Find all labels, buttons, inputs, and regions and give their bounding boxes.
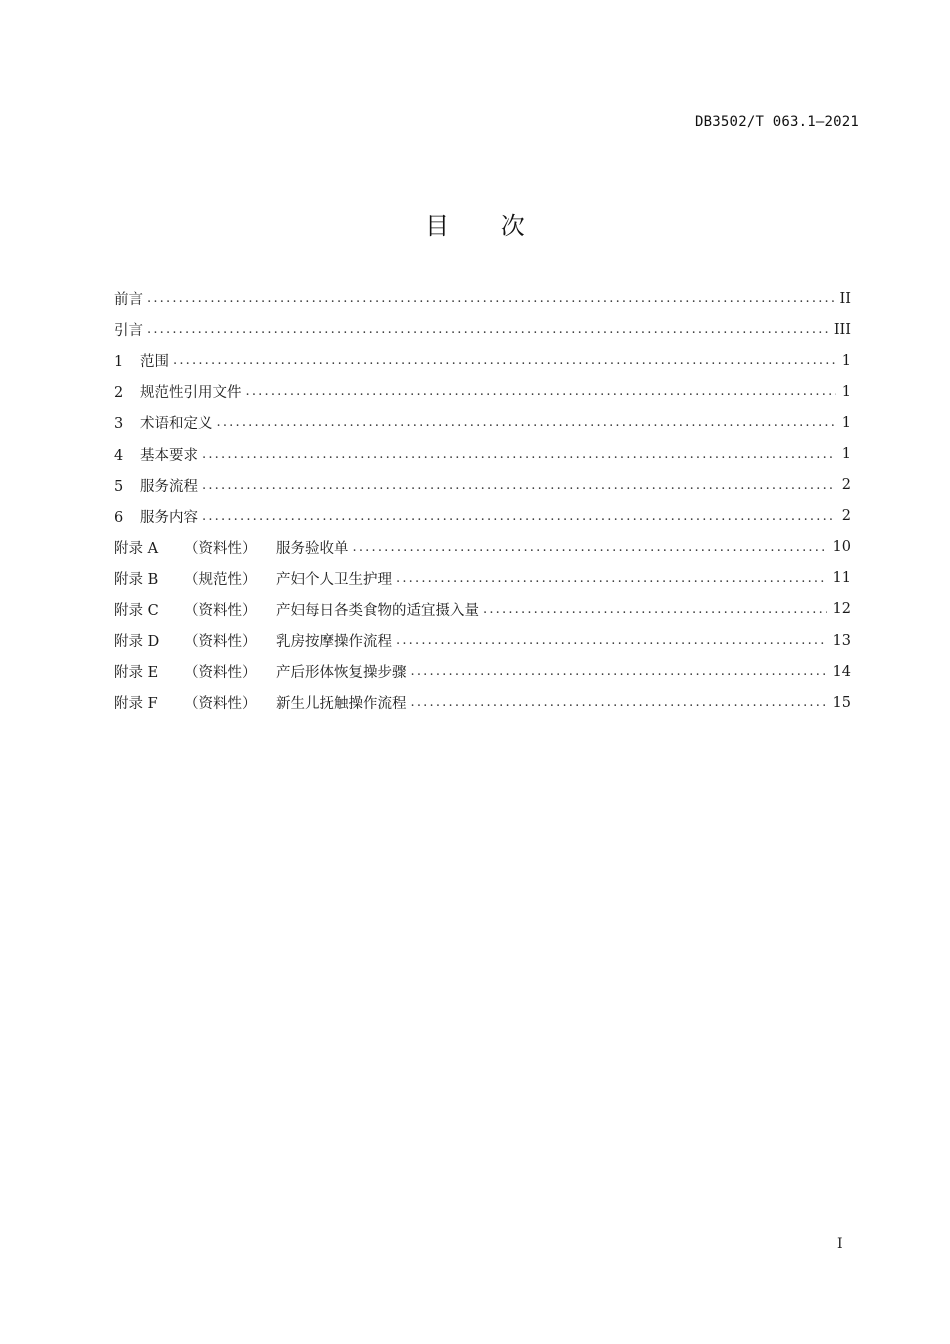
leader-dots	[202, 478, 836, 493]
toc-annex-label: 附录 E	[114, 665, 159, 682]
toc-entry-text: 规范性引用文件	[140, 385, 242, 402]
toc-entry-service-process[interactable]	[114, 470, 851, 501]
leader-dots	[173, 353, 836, 368]
leader-dots	[353, 540, 827, 555]
toc-entry-text: 产后形体恢复操步骤	[276, 665, 407, 682]
toc-section-number: 1	[114, 354, 124, 371]
toc-section-number: 6	[114, 509, 124, 526]
toc-page-number: 1	[841, 383, 851, 400]
toc-entry-scope[interactable]	[114, 345, 851, 376]
page-title: 目 次	[425, 212, 547, 240]
toc-section-number: 4	[114, 447, 124, 464]
toc-entry-text: 基本要求	[140, 447, 198, 464]
leader-dots	[246, 384, 836, 399]
leader-dots	[147, 322, 828, 337]
toc-entry-text: 服务内容	[140, 509, 198, 526]
leader-dots	[217, 415, 836, 430]
document-code: DB3502/T 063.1—2021	[695, 114, 859, 130]
toc-entry-text: 服务流程	[140, 478, 198, 495]
toc-page-number: 1	[841, 352, 851, 369]
leader-dots	[483, 602, 827, 617]
leader-dots	[411, 695, 827, 710]
toc-page-number: III	[833, 321, 851, 338]
toc-page-number: 10	[832, 539, 851, 556]
toc-page-number: 11	[832, 570, 851, 587]
toc-entry-normative-references[interactable]	[114, 376, 851, 407]
toc-page-number: 15	[832, 694, 851, 711]
toc-annex-kind: （资料性）	[184, 634, 257, 651]
toc-annex-kind: （资料性）	[184, 540, 257, 557]
leader-dots	[411, 664, 827, 679]
toc-entry-introduction[interactable]	[114, 314, 851, 345]
toc-entry-terms[interactable]	[114, 407, 851, 438]
toc-entry-service-content[interactable]	[114, 501, 851, 532]
toc-entry-text: 产妇每日各类食物的适宜摄入量	[276, 602, 479, 619]
toc-page-number: 14	[832, 663, 851, 680]
toc-page-number: 1	[841, 414, 851, 431]
toc-entry-annex-c[interactable]	[114, 594, 851, 625]
leader-dots	[202, 509, 836, 524]
toc-annex-label: 附录 F	[114, 696, 158, 713]
toc-page-number: 2	[841, 477, 851, 494]
toc-annex-label: 附录 A	[114, 540, 159, 557]
toc-entry-foreword[interactable]	[114, 283, 851, 314]
toc-entry-text: 新生儿抚触操作流程	[276, 696, 407, 713]
toc-section-number: 2	[114, 385, 124, 402]
toc-annex-label: 附录 C	[114, 602, 159, 619]
toc-entry-annex-a[interactable]	[114, 532, 851, 563]
toc-annex-kind: （资料性）	[184, 696, 257, 713]
toc-entry-text: 范围	[140, 354, 169, 371]
toc-page-number: 13	[832, 632, 851, 649]
toc-page-number: II	[839, 290, 851, 307]
toc-entry-text: 术语和定义	[140, 416, 213, 433]
table-of-contents	[114, 283, 851, 718]
toc-page-number: 12	[832, 601, 851, 618]
toc-page-number: 1	[841, 446, 851, 463]
toc-entry-annex-b[interactable]	[114, 563, 851, 594]
toc-entry-text: 乳房按摩操作流程	[276, 634, 392, 651]
leader-dots	[396, 571, 827, 586]
toc-entry-text: 服务验收单	[276, 540, 349, 557]
toc-annex-kind: （规范性）	[184, 571, 257, 588]
leader-dots	[396, 633, 827, 648]
toc-entry-annex-d[interactable]	[114, 625, 851, 656]
toc-annex-label: 附录 B	[114, 571, 159, 588]
toc-entry-text: 前言	[114, 292, 143, 309]
page-footer-number: I	[837, 1236, 843, 1252]
toc-entry-basic-requirements[interactable]	[114, 438, 851, 469]
toc-annex-label: 附录 D	[114, 634, 160, 651]
toc-entry-text: 引言	[114, 323, 143, 340]
leader-dots	[147, 291, 834, 306]
toc-section-number: 3	[114, 416, 124, 433]
toc-entry-annex-e[interactable]	[114, 656, 851, 687]
toc-entry-text: 产妇个人卫生护理	[276, 571, 392, 588]
toc-entry-annex-f[interactable]	[114, 687, 851, 718]
toc-page-number: 2	[841, 508, 851, 525]
toc-section-number: 5	[114, 478, 124, 495]
leader-dots	[202, 447, 836, 462]
toc-annex-kind: （资料性）	[184, 665, 257, 682]
toc-annex-kind: （资料性）	[184, 602, 257, 619]
